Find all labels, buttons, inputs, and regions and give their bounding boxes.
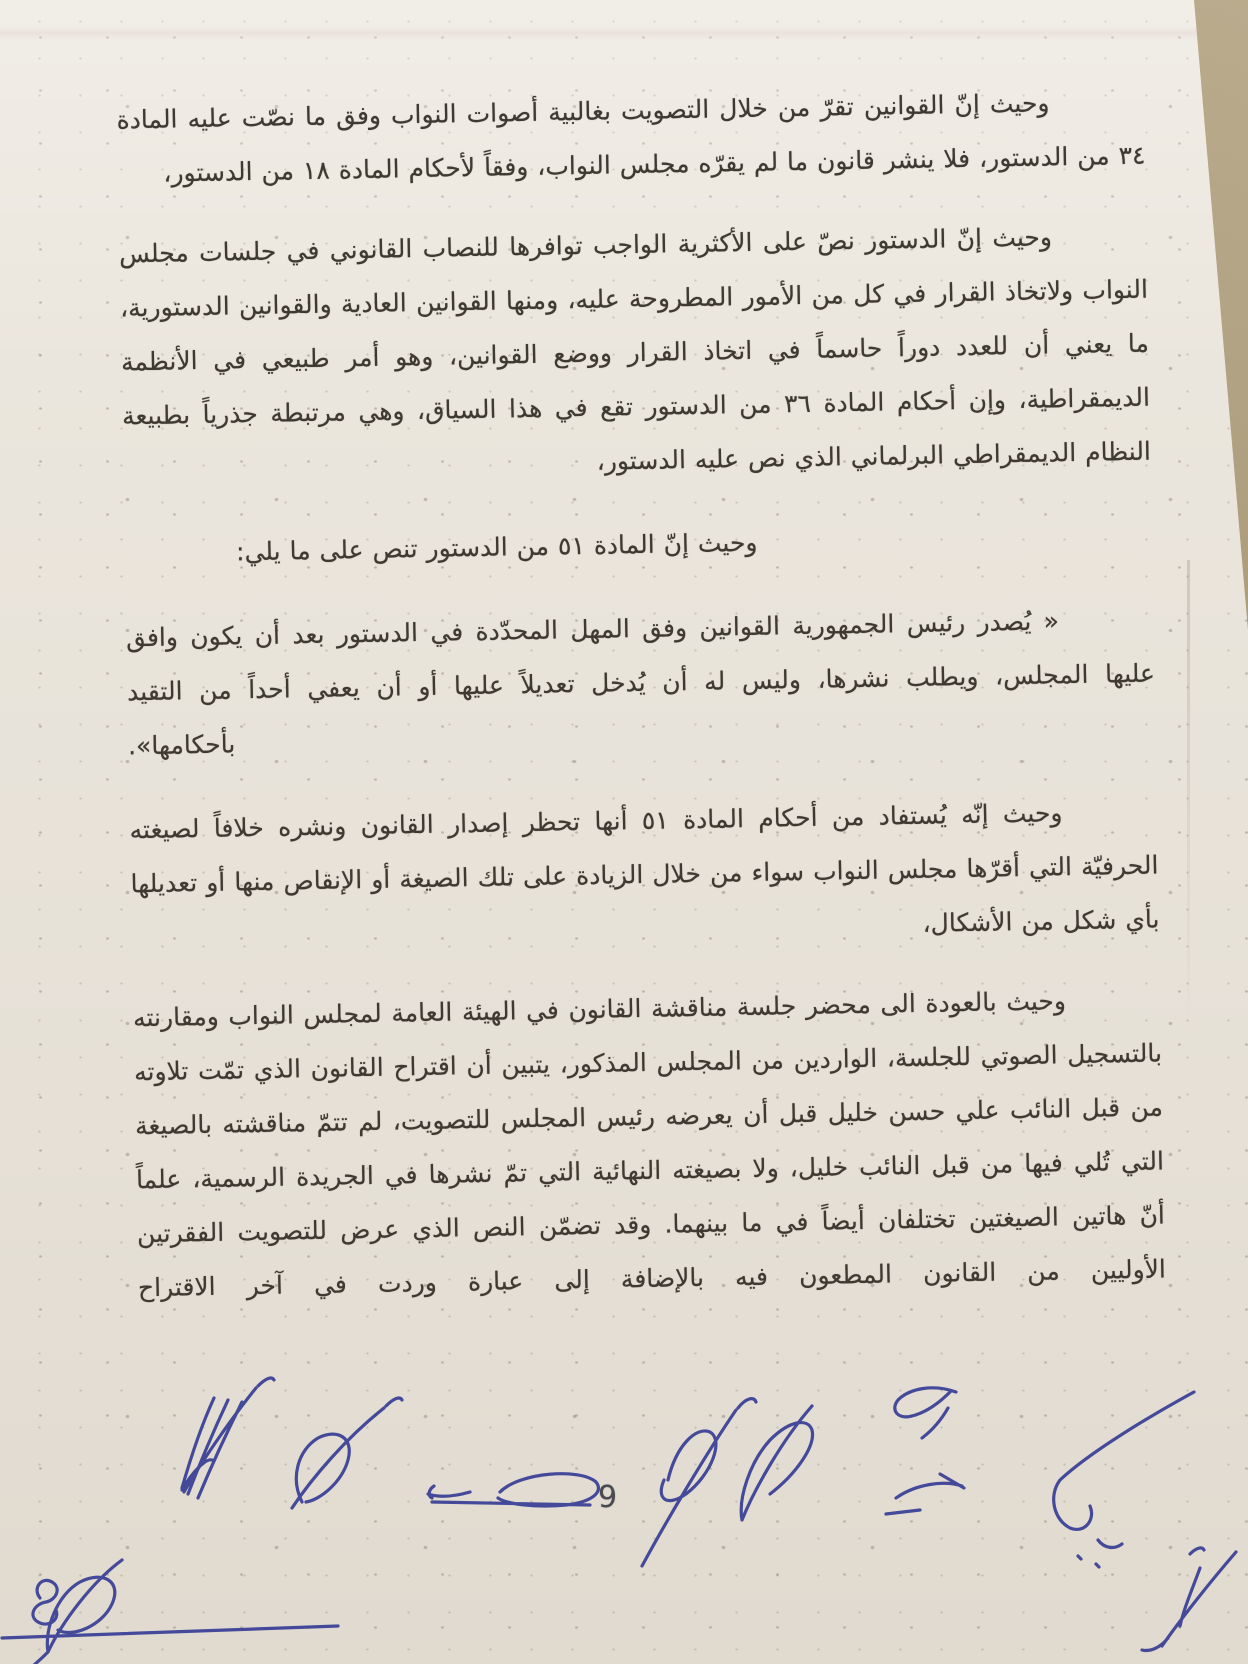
signature-3 xyxy=(428,1474,598,1506)
document-text xyxy=(116,75,1166,1316)
paragraph-5: وحيث إنّه يُستفاد من أحكام المادة ٥١ أنها تحظر إصدار القانون ونشره خلافاً لصيغته الحرفيّة التي أقرّها مجلس النواب سواء من خلال الزيادة على تلك الصيغة أو الإنقاص منها أو تعديلها بأي شكل من الأشكال، xyxy=(129,798,1160,938)
page-edge-background xyxy=(1194,0,1248,630)
paragraph-4-quote: « يُصدر رئيس الجمهورية القوانين وفق المهل المحدّدة في الدستور بعد أن يكون وافق عليها المجلس، ويطلب نشرها، وليس له أن يُدخل تعديلاً عليها أو أن يعفي أحداً من التقيد بأحكامها». xyxy=(125,606,1156,761)
signature-1 xyxy=(182,1378,274,1498)
page-number: 9 xyxy=(598,1480,618,1515)
scan-light-band xyxy=(0,26,1248,40)
signature-6 xyxy=(886,1388,964,1514)
paragraph-6: وحيث بالعودة الى محضر جلسة مناقشة القانون في الهيئة العامة لمجلس النواب ومقارنته بالتسجيل الصوتي للجلسة، الواردين من المجلس المذكور، يتبين أن اقتراح القانون الذي تمّت تلاوته من قبل النائب علي حسن خليل قبل أن يعرضه رئيس المجلس للتصويت، لم تتمّ مناقشته بالصيغة التي تُلي فيها من قبل النائب خليل، ولا بصيغته النهائية التي تمّ نشرها في الجريدة الرسمية، علماً أنّ هاتين الصيغتين تختلفان أيضاً في ما بينهما. وقد تضمّن النص الذي عرض للتصويت الفقرتين الأوليين من القانون المطعون فيه بالإضافة إلى عبارة وردت في آخر الاقتراح xyxy=(132,986,1167,1303)
page-edge-crease xyxy=(1187,560,1190,1040)
signature-2 xyxy=(292,1398,402,1508)
signature-7 xyxy=(1054,1392,1194,1567)
signature-4 xyxy=(642,1399,756,1566)
signature-8 xyxy=(2,1560,338,1664)
paragraph-2: وحيث إنّ الدستور نصّ على الأكثرية الواجب توافرها للنصاب القانوني في جلسات مجلس النواب ولاتخاذ القرار في كل من الأمور المطروحة عليه، ومنها القوانين العادية والقوانين الدستورية، ما يعني أن للعدد دوراً حاسماً في اتخاذ القرار ووضع القوانين، وهو أمر طبيعي في الأنظمة الديمقراطية، وإن أحكام المادة ٣٦ من الدستور تقع في هذا السياق، وهي مرتبطة جذرياً بطبيعة النظام الديمقراطي البرلماني الذي نص عليه الدستور، xyxy=(118,222,1152,476)
signature-5 xyxy=(741,1406,812,1520)
paragraph-1: وحيث إنّ القوانين تقرّ من خلال التصويت بغالبية أصوات النواب وفق ما نصّت عليه المادة ٣٤ من الدستور، فلا ينشر قانون ما لم يقرّه مجلس النواب، وفقاً لأحكام المادة ١٨ من الدستور، xyxy=(116,88,1146,188)
signature-9 xyxy=(1142,1548,1236,1651)
paragraph-3: وحيث إنّ المادة ٥١ من الدستور تنص على ما يلي: xyxy=(235,527,758,567)
